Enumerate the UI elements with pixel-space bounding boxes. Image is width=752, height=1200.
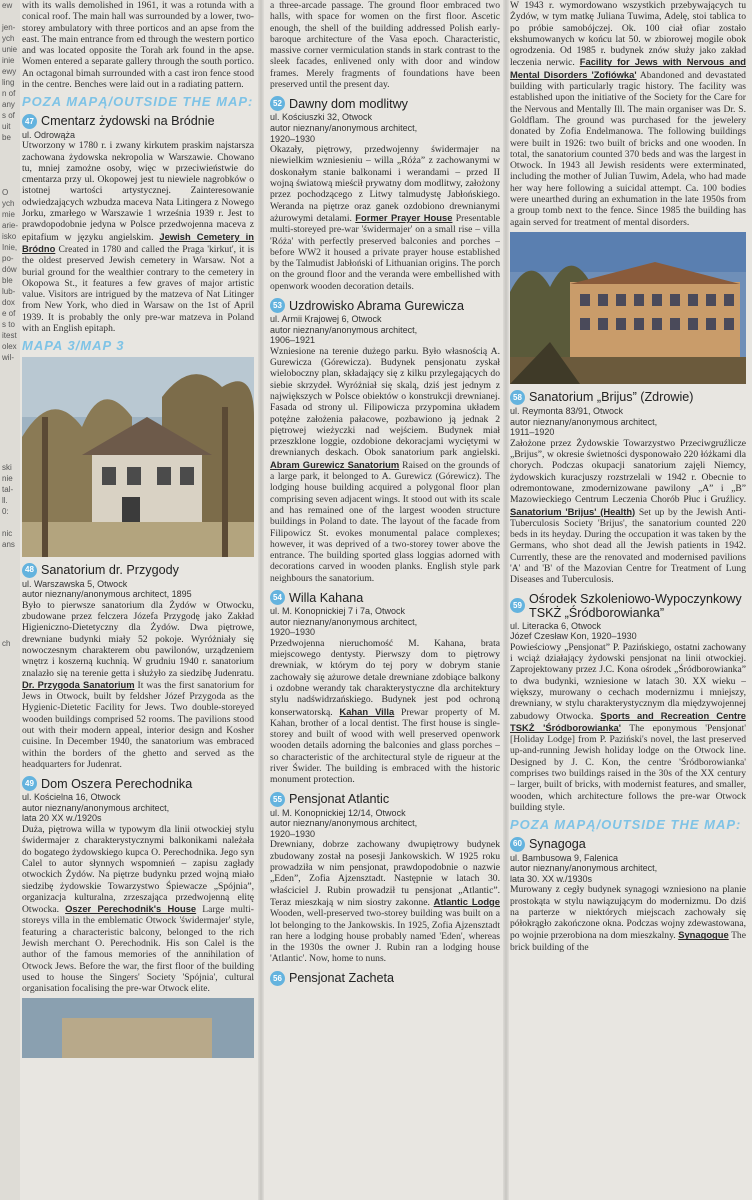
entry-number-badge: 56	[270, 971, 285, 986]
entry-name: Willa Kahana	[289, 590, 364, 605]
entry-author: autor nieznany/anonymous architect, 1895	[22, 589, 192, 600]
entry-date: lata 30. XX w./1930s	[510, 873, 593, 884]
margin-fragment: ych	[2, 199, 15, 208]
margin-fragment	[2, 572, 20, 583]
margin-fragment	[2, 594, 20, 605]
margin-fragment: ble	[2, 276, 13, 285]
entry-english-heading: Synagogue	[678, 929, 729, 941]
entry-author: autor nieznany/anonymous architect,	[270, 122, 418, 133]
margin-fragment	[2, 616, 20, 627]
margin-fragment	[2, 418, 20, 429]
margin-fragment: ew	[2, 1, 13, 10]
entry-text-pl: Utworzony w 1780 r. i zwany kirkutem praskim najstarsza zachowana żydowska nekropolia w Warszawie. Chowano tu, mniej zamożne osoby, więc w przeciwieństwie do cmentarza przy ul. Okopowej jest tu niewiele nagrobków o istotnej wartości artystycznej. Zainteresowanie odwiedzających wzbudza maceva Nata Litingera z Nowego Jorku, zmarłego w Warszawie 1 września 1939 r. Jest to prawdopodobnie jedyna w Polsce przedwojenna maceva z epitafium w języku angielskim. Jewish Cemetery in Bródno Created in 1780 and called the Praga 'kirkut', it is the oldest preserved Jewish cemetery in Warsaw. Not a burial ground for the wealthier contrary to the cemetery in Okopowa St., it features a few graves of major artistic value. Visitors are intrigued by the matzeva of Nat Litinger from New York, who died in Warsaw on the 1st of April 1939. It is probably the only pre-war matzeva in Poland with an English epitaph.	[22, 140, 254, 335]
margin-fragment	[2, 374, 20, 385]
entry-author: autor nieznany/anonymous architect,	[270, 324, 418, 335]
entry-name: Sanatorium „Brijus” (Zdrowie)	[529, 390, 694, 405]
entry-47-title	[22, 114, 254, 129]
entry-author: autor nieznany/anonymous architect,	[510, 416, 658, 427]
column-3	[510, 0, 746, 1200]
section-heading-outside-map: POZA MAPĄ/OUTSIDE THE MAP:	[22, 94, 254, 110]
entry-english-heading: Dr. Przygoda Sanatorium	[22, 678, 135, 690]
entry-number-badge: 54	[270, 590, 285, 605]
entry-author: autor nieznany/anonymous architect,	[270, 818, 418, 829]
entry-name: Sanatorium dr. Przygody	[41, 563, 179, 578]
entry-text-pl: Przedwojenna nieruchomość M. Kahana, brata miejscowego dentysty. Pierwszy dom to piętrowy drewniak, w którym do tej pory w dobrym stanie zachowały się ażurowe detale drewniane zdobiące balkony i ozdobne werandy tak charakterystyczne dla architektury stylu nadświdrzańskiego. Budynek jest pod ochroną konserwatorską. Kahan Villa Prewar property of M. Kahan, brother of a local dentist. The first house is single-storey and built of wood with well preserved openwork wooden details adorning the balconies and glass porches – so characteristic of the architectural style de rigueur at the river Świder. The building is embraced with the historic monument protection.	[270, 637, 500, 786]
margin-fragment	[2, 429, 20, 440]
entry-date: 1920–1930	[270, 627, 316, 638]
entry-english-heading: Kahan Villa	[339, 705, 395, 717]
section-heading-map-3: MAPA 3/MAP 3	[22, 338, 125, 354]
column-2	[270, 0, 500, 1200]
margin-fragment	[2, 407, 20, 418]
margin-fragment	[2, 154, 20, 165]
margin-fragment: be	[2, 133, 11, 142]
margin-fragment: mie	[2, 210, 15, 219]
margin-fragment: tal-	[2, 485, 14, 494]
margin-fragment: ch	[2, 639, 11, 648]
margin-fragment: n of	[2, 89, 16, 98]
paper-fold	[258, 0, 264, 1200]
entry-date: 1920–1930	[270, 828, 316, 839]
entry-number-badge: 52	[270, 96, 285, 111]
entry-58-title	[510, 390, 746, 405]
photo-sanatorium-brijus	[510, 232, 746, 384]
entry-text-pl: Drewniany, dobrze zachowany dwupiętrowy budynek zbudowany został na posesji Jankowskich. W 1925 roku prowadziła w nim pensjonat, prawdopodobnie o nazwie „Eden”, Zofia Ajzensztadt. Następnie w latach 30. właściciel J. Rubin prowadził tu pensjonat „Atlantic”. Teraz mieszkają w nim siostry zakonne. Atlantic Lodge Wooden, well-preserved two-storey building was built on a lot belonging to the Jankowskis. In 1925, Zofia Ajzensztadt ran here a lodging house probably named 'Eden', whereas in the 1930s the owner J. Rubin ran a lodging house 'Atlantic'. Now, home to nuns.	[270, 839, 500, 965]
entry-author: Józef Czesław Kon, 1920–1930	[510, 631, 637, 642]
margin-fragment: arie-	[2, 221, 19, 230]
margin-fragment	[2, 11, 20, 22]
entry-56-title-partial	[270, 971, 500, 986]
margin-fragment: olex	[2, 342, 17, 351]
section-heading-outside-map: POZA MAPĄ/OUTSIDE THE MAP:	[510, 817, 742, 833]
entry-address: ul. Bambusowa 9, Falenica	[510, 852, 619, 863]
entry-address: ul. Kościuszki 32, Otwock	[270, 112, 373, 123]
margin-fragment: 0:	[2, 507, 9, 516]
margin-fragment: s to	[2, 320, 15, 329]
entry-english-heading: Former Prayer House	[355, 211, 453, 223]
entry-text-pl: Duża, piętrowa willa w typowym dla linii otwockiej stylu świdermajer z charakterystycznymi balkonikami należała do bogatego żydowskiego kupca O. Perechodnika. Jego syn Calel to autor słynnych wspomnień – zapisu zagłady otwockich Żydów. Na piętrze budynku przed wojną miało siedzibę żydowskie Towarzystwo Śpiewacze „Spójnia”, organizacja kulturalna, zrzeszająca przedwojenną elitę Otwocka. Oszer Perechodnik's House Large multi-storeys villa in the emblematic Otwock 'świdermajer' style, featuring a characteristic balcony, belonged to the rich Jewish merchant O. Perechodnik. His son Calel is the author of the famous memories of the annihilation of Otwock Jews. Before the war, the first floor of the building used to house the Singers' Society 'Spójnia', cultural organisation focalising the pre-war Otwock elite.	[22, 824, 254, 995]
entry-text-pl: Założone przez Żydowskie Towarzystwo Przeciwgruźlicze „Brijus”, w okresie świetności dysponowało 220 łóżkami dla chorych. Podczas okupacji sanatorium zajęli Niemcy, żydowskich kuracjuszy rozstrzelali w 1942 r. Obecnie to odremontowane, zmodernizowane pawilony „A” i „B” Mazowieckiego Centrum Leczenia Chorób Płuc i Gruźlicy. Sanatorium 'Brijus' (Health) Set up by the Jewish Anti-Tuberculosis Society 'Brijus', the sanatorium counted 220 beds in its heyday. During the occupation it was taken by the Germans, who shot dead all the Jewish patients in 1942. Currently, these are the renovated and modernised pavilions 'A' and 'B' of the Mazovian Centre for Treatment of Lung Diseases and Tuberculosis.	[510, 437, 746, 586]
entry-english-heading: Sports and Recreation Centre TSKŻ 'Śródborowianka'	[510, 709, 746, 733]
margin-fragment	[2, 165, 20, 176]
entry-english-heading: Abram Gurewicz Sanatorium	[270, 458, 400, 470]
margin-fragment: ewy	[2, 67, 17, 76]
margin-fragment	[2, 176, 20, 187]
margin-fragment: e of	[2, 309, 16, 318]
margin-fragment: ling	[2, 78, 15, 87]
entry-text-pl: Murowany z cegły budynek synagogi wzniesiono na planie prostokąta w stylu nawiązującym do modernizmu. Do dziś na parterze w niektórych miejscach zachowały się półokrągło zakończone okna. Podczas wojny zdewastowana, po wojnie przerobiona na dom mieszkalny. Synagogue The brick building of the	[510, 884, 746, 953]
entry-english-heading: Sanatorium 'Brijus' (Health)	[510, 505, 636, 517]
margin-fragment: wil-	[2, 353, 14, 362]
margin-fragment	[2, 385, 20, 396]
margin-fragment	[2, 363, 20, 374]
entry-text-pl: Było to pierwsze sanatorium dla Żydów w Otwocku, zbudowane przez felczera Józefa Przygodę jako Zakład Higieniczno-Dietetyczny dla Żydów. Dwa piętrowe, drewniane budynki miały 52 pokoje. Wyróżniały się nowoczesnym charakterem obu pawilonów, urządzeniem wnętrz i koszerną kuchnią. W grudniu 1940 r. sanatorium znalazło się na terenie getta i służyło za siedzibę Judenratu. Dr. Przygoda Sanatorium It was the first sanatorium for Jews in Otwock, built by feldsher Józef Przygoda as the Hygienic-Dietetic Facility for Jews. Two double-storeyed wooden buildings comprised 52 rooms. The pavilions stood out with their modern appeal, interior design and Kosher cuisine. In December 1940, the sanatorium was embraced within the borders of the ghetto and served as the headquarters for Judenrat.	[22, 599, 254, 770]
photo-perechodnik-house-partial	[22, 998, 254, 1058]
entry-number-badge: 49	[22, 776, 37, 791]
margin-fragment: dów	[2, 265, 17, 274]
entry-address: ul. M. Konopnickiej 7 i 7a, Otwock	[270, 606, 406, 617]
entry-text-pl: Powieściowy „Pensjonat” P. Pazińskiego, ostatni zachowany i wciąż działający żydowski pensjonat na linii otwockiej. Zaprojektowany przez J.C. Kona ośrodek „Śródborowianka” to dwa budynki, wzniesione w latach 30. XX wieku – większy, murowany o cechach modernizmu i mniejszy, drewniany, w stylu charakterystycznym dla międzywojennej zabudowy Otwocka. Sports and Recreation Centre TSKŻ 'Śródborowianka' The eponymous 'Pensjonat' [Holiday Lodge] from P. Paziński's novel, the last preserved up-and-running Jewish holiday lodge on the Otwock line. Designed by J. C. Kon, the centre 'Śródborowianka' comprises two buildings raised in the 30s of the XX century – larger, built of bricks, with modernist features, and smaller, wooden, which architecture follows the pre-war Otwock building style.	[510, 641, 746, 813]
entry-name: Uzdrowisko Abrama Gurewicza	[289, 298, 464, 313]
entry-number-badge: 60	[510, 837, 525, 852]
intro-text: W 1943 r. wymordowano wszystkich przebywających tu Żydów, w tym matkę Juliana Tuwima, Adelę, stoi tablica to po próbie samobójczej. Ok. 100 ciał ofiar zostało ekshumowanych w końcu lat 50. w zbiorowej mogile obok ogrodzenia. Od 1985 r. budynek znów służy jako zakład leczenia nerwic. Facility for Jews with Nervous and Mental Disorders 'Zofiówka' Abandoned and devastated building with particularly tragic history. The facility was established upon the initiative of the Society for the Care for the Nervous and Mentally Ill. The main organiser was Dr. S. Goldflam. The ground was purchased for the jewelery donated by Zofia Endelmanowa. The following buildings were built in 1926: two built of bricks and one wooden. In total, the sanatorium counted 370 beds and was the largest in Otwock. In 1943 all Jewish residents were exterminated, including the mother of Julian Tuwim, Adela, who had made her way here following a suicidal attempt. Ca. 100 bodies were unearthed during an exhumation in the late 1950s from a group tomb next to the fence. Since 1985 the building has again served for treatment of mental disorders.	[510, 0, 746, 228]
entry-author: autor nieznany/anonymous architect,	[270, 616, 418, 627]
entry-name: Dom Oszera Perechodnika	[41, 776, 193, 791]
margin-fragment	[2, 440, 20, 451]
margin-fragment	[2, 649, 20, 660]
left-margin-cropped-column	[0, 0, 20, 1200]
entry-60-title	[510, 837, 746, 852]
entry-number-badge: 53	[270, 298, 285, 313]
entry-address: ul. Reymonta 83/91, Otwock	[510, 405, 624, 416]
entry-name: Synagoga	[529, 837, 586, 852]
entry-name: Dawny dom modlitwy	[289, 96, 408, 111]
margin-fragment: nie	[2, 474, 13, 483]
margin-fragment	[2, 561, 20, 572]
entry-number-badge: 48	[22, 563, 37, 578]
margin-fragment: unie	[2, 45, 18, 54]
paper-fold	[503, 0, 509, 1200]
entry-english-heading: Oszer Perechodnik's House	[65, 903, 197, 915]
entry-53-title	[270, 298, 500, 313]
entry-number-badge: 58	[510, 390, 525, 405]
margin-fragment: nic	[2, 529, 13, 538]
margin-fragment	[2, 143, 20, 154]
entry-49-title	[22, 776, 254, 791]
margin-fragment	[2, 451, 20, 462]
margin-fragment: lub-	[2, 287, 16, 296]
entry-text-pl: Okazały, piętrowy, przedwojenny świdermajer na niewielkim wzniesieniu – willa „Róża” z zachowanymi w doskonałym stanie balkonami i werandami – przed II wojną światową mieścił prywatny dom modlitwy, założony przez pochodzącego z Litwy talmudystę Jabłońskiego. Weranda na piętrze oraz ganek ozdobiono drewnianymi ażurowymi detalami. Former Prayer House Presentable multi-storeyed pre-war 'świdermajer' on a small rise – villa 'Róża' with perfectly preserved balconies and porches – before WW2 it housed a private prayer house established by the Talmudist Jabłoński of Lithuanian origins. The porch on the ground floor and the veranda were embellished with openwork wooden decoration details.	[270, 144, 500, 292]
intro-text: a three-arcade passage. The ground floor embraced two halls, with space for women on the first floor. Ascetic enough, the shell of the building addressed Polish early-baroque architecture of the Vasa epoch. Characteristic, massive corner vermiculation stands in stark contrast to the sleek facades, enlivened only with door and window frames. Merely fragments of foundations have been preserved until the present day.	[270, 0, 500, 91]
entry-author: autor nieznany/anonymous architect,	[510, 863, 658, 874]
entry-date: 1906–1921	[270, 335, 316, 346]
margin-fragment: O	[2, 188, 9, 197]
margin-fragment	[2, 583, 20, 594]
entry-59-title	[510, 592, 746, 620]
margin-fragment: any	[2, 100, 15, 109]
entry-english-heading: Atlantic Lodge	[433, 895, 500, 907]
margin-fragment	[2, 605, 20, 616]
column-1	[22, 0, 254, 1200]
entry-name: Ośrodek Szkoleniowo-Wypoczynkowy TSKŻ „Śródborowianka”	[529, 591, 742, 620]
margin-fragment: ll.	[2, 496, 8, 505]
margin-fragment	[2, 627, 20, 638]
entry-number-badge: 55	[270, 792, 285, 807]
margin-fragment: Inie,	[2, 243, 18, 252]
margin-fragment: inie	[2, 56, 15, 65]
entry-date: 1911–1920	[510, 427, 555, 438]
entry-name: Cmentarz żydowski na Bródnie	[41, 114, 215, 129]
entry-english-heading: Facility for Jews with Nervous and Mental Disorders 'Zofiówka'	[510, 56, 746, 80]
margin-fragment: s of	[2, 111, 15, 120]
margin-fragment: ych	[2, 34, 15, 43]
margin-fragment: itest	[2, 331, 17, 340]
entry-date: lata 20 XX w./1920s	[22, 813, 102, 824]
entry-52-title	[270, 96, 500, 111]
margin-fragment: po-	[2, 254, 14, 263]
entry-date: 1920–1930	[270, 133, 316, 144]
margin-fragment	[2, 550, 20, 561]
entry-address: ul. Literacka 6, Otwock	[510, 620, 602, 631]
entry-address: ul. Armii Krajowej 6, Otwock	[270, 314, 382, 325]
margin-fragment	[2, 517, 20, 528]
entry-address: ul. Odrowąża	[22, 129, 76, 140]
entry-address: ul. Warszawska 5, Otwock	[22, 578, 128, 589]
photo-sanatorium-przygoda	[22, 357, 254, 557]
margin-fragment: dox	[2, 298, 15, 307]
entry-text-pl: Wzniesione na terenie dużego parku. Było własnością A. Gurewicza (Górewicza). Budynek pensjonatu zyskał wieloboczny plan, składający się z kilku przylegających do siebie skrzydeł. Wyróżniał się skalą, dziś jest jednym z największych w Polsce obiektów o konstrukcji drewnianej. Fasada od strony ul. Filipowicza przypomina układem potężne założenia pałacowe, pozbawiono ją jednak 2 piętrowej wieżyczki nad wejściem. Budynek miał przeszklone loggie, ozdobione dekoracjami wyciętymi w drewnianych deskach. Obok sanatorium park angielski. Abram Gurewicz Sanatorium Raised on the grounds of a large park, it belonged to A. Gurewicz (Górewicz). The lodging house building acquired a polygonal floor plan comprising seven adjacent wings. It stood out with its scale and has remained one of the largest wooden structure buildings in Poland to date. The layout of the facade from Filipowicz St. evokes monumental palace complexes; however, it was deprived of a two-storey tower above the entrance. The building sported glass loggias adorned with decorations carved in wooden planks. English style park neighbours the sanatorium.	[270, 345, 500, 584]
intro-text: with its walls demolished in 1961, it was a rotunda with a conical roof. The main hall was surrounded by a lower, two-storey ambulatory with three porticos and an apse from the east. The main entrance from ed through the western portico and was located opposite the Torah ark found in the apse. Women entered a separate gallery through the south portico. An octagonal bimah surrounded with a cast iron fence stood in the centre. Benches were laid out in a radiating pattern.	[22, 0, 254, 91]
entry-english-heading: Jewish Cemetery in Bródno	[22, 230, 254, 254]
entry-address: ul. Kościelna 16, Otwock	[22, 792, 121, 803]
margin-fragment: uit	[2, 122, 11, 131]
margin-fragment	[2, 396, 20, 407]
margin-fragment: ski	[2, 463, 12, 472]
entry-number-badge: 59	[510, 598, 525, 613]
entry-author: autor nieznany/anonymous architect,	[22, 802, 170, 813]
entry-number-badge: 47	[22, 114, 37, 129]
margin-fragment: jen-	[2, 23, 16, 32]
entry-name: Pensjonat Atlantic	[289, 792, 390, 807]
entry-address: ul. M. Konopnickiej 12/14, Otwock	[270, 807, 406, 818]
margin-fragment: isko	[2, 232, 17, 241]
entry-name: Pensjonat Zacheta	[289, 971, 395, 986]
entry-54-title	[270, 590, 500, 605]
margin-fragment: ans	[2, 540, 15, 549]
entry-55-title	[270, 792, 500, 807]
entry-48-title	[22, 563, 254, 578]
